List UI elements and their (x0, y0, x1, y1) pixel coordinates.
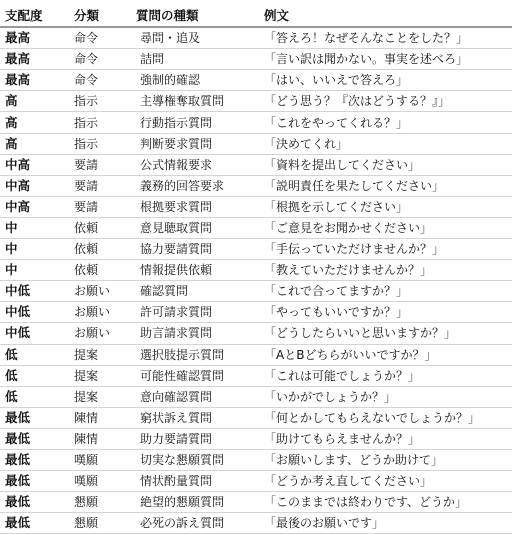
cell-category: 陳情 (69, 407, 131, 428)
cell-question-type: 助力要請質問 (131, 428, 259, 449)
cell-example: 「これは可能でしょうか？」 (259, 365, 512, 386)
cell-question-type: 詰問 (131, 49, 259, 70)
cell-dominance: 最低 (0, 492, 69, 513)
cell-dominance: 最低 (0, 449, 69, 470)
cell-dominance: 中 (0, 217, 69, 238)
cell-question-type: 絶望的懇願質問 (131, 492, 259, 513)
table-row (0, 112, 512, 133)
table-header (0, 6, 512, 27)
table-row (0, 239, 512, 260)
cell-question-type: 意向確認質問 (131, 386, 259, 407)
header-dominance: 支配度 (0, 6, 69, 27)
cell-category: 指示 (69, 133, 131, 154)
table-row (0, 217, 512, 238)
table-row (0, 344, 512, 365)
cell-category: お願い (69, 281, 131, 302)
cell-category: 指示 (69, 112, 131, 133)
cell-example: 「どうか考え直してください」 (259, 471, 512, 492)
cell-example: 「説明責任を果たしてください」 (259, 175, 512, 196)
cell-question-type: 情報提供依頼 (131, 260, 259, 281)
cell-dominance: 中低 (0, 323, 69, 344)
cell-category: 要請 (69, 175, 131, 196)
cell-example: 「答えろ！なぜそんなことをした？」 (259, 27, 512, 49)
cell-dominance: 最高 (0, 70, 69, 91)
cell-category: 懇願 (69, 513, 131, 534)
header-question-type: 質問の種類 (131, 6, 259, 27)
table-row (0, 260, 512, 281)
cell-example: 「はい、いいえで答えろ」 (259, 70, 512, 91)
cell-category: 懇願 (69, 492, 131, 513)
cell-category: 依頼 (69, 260, 131, 281)
cell-category: 依頼 (69, 217, 131, 238)
cell-question-type: 窮状訴え質問 (131, 407, 259, 428)
cell-dominance: 低 (0, 365, 69, 386)
cell-dominance: 中低 (0, 281, 69, 302)
cell-dominance: 最高 (0, 49, 69, 70)
cell-example: 「教えていただけませんか？」 (259, 260, 512, 281)
cell-question-type: 助言請求質問 (131, 323, 259, 344)
cell-question-type: 確認質問 (131, 281, 259, 302)
cell-example: 「これをやってくれる？」 (259, 112, 512, 133)
table-row (0, 175, 512, 196)
cell-question-type: 意見聴取質問 (131, 217, 259, 238)
cell-dominance: 中高 (0, 175, 69, 196)
table-row (0, 428, 512, 449)
cell-example: 「どうしたらいいと思いますか？」 (259, 323, 512, 344)
cell-dominance: 高 (0, 91, 69, 112)
table-row (0, 196, 512, 217)
cell-dominance: 最低 (0, 407, 69, 428)
cell-example: 「どう思う？『次はどうする？』」 (259, 91, 512, 112)
table-row (0, 323, 512, 344)
cell-category: お願い (69, 302, 131, 323)
cell-question-type: 根拠要求質問 (131, 196, 259, 217)
cell-category: 嘆願 (69, 449, 131, 470)
cell-dominance: 中 (0, 260, 69, 281)
cell-question-type: 選択肢提示質問 (131, 344, 259, 365)
cell-question-type: 許可請求質問 (131, 302, 259, 323)
cell-dominance: 低 (0, 344, 69, 365)
header-category: 分類 (69, 6, 131, 27)
cell-question-type: 情状酌量質問 (131, 471, 259, 492)
cell-example: 「AとBどちらがいいですか？」 (259, 344, 512, 365)
cell-example: 「決めてくれ」 (259, 133, 512, 154)
cell-question-type: 判断要求質問 (131, 133, 259, 154)
cell-category: 提案 (69, 365, 131, 386)
cell-question-type: 可能性確認質問 (131, 365, 259, 386)
cell-category: 命令 (69, 27, 131, 49)
cell-category: 命令 (69, 70, 131, 91)
cell-example: 「お願いします、どうか助けて」 (259, 449, 512, 470)
cell-category: 提案 (69, 386, 131, 407)
cell-example: 「やってもいいですか？」 (259, 302, 512, 323)
cell-category: 陳情 (69, 428, 131, 449)
cell-example: 「何とかしてもらえないでしょうか？」 (259, 407, 512, 428)
cell-question-type: 義務的回答要求 (131, 175, 259, 196)
cell-dominance: 高 (0, 133, 69, 154)
table-row (0, 154, 512, 175)
cell-question-type: 強制的確認 (131, 70, 259, 91)
table-row (0, 471, 512, 492)
cell-category: 要請 (69, 196, 131, 217)
cell-dominance: 中 (0, 239, 69, 260)
cell-dominance: 最低 (0, 513, 69, 534)
dominance-question-table (0, 6, 512, 534)
table-row (0, 133, 512, 154)
cell-dominance: 最高 (0, 27, 69, 49)
table-row (0, 49, 512, 70)
cell-example: 「助けてもらえませんか？」 (259, 428, 512, 449)
cell-example: 「手伝っていただけませんか？」 (259, 239, 512, 260)
cell-dominance: 最低 (0, 471, 69, 492)
cell-category: 嘆願 (69, 471, 131, 492)
cell-example: 「最後のお願いです」 (259, 513, 512, 534)
table-row (0, 492, 512, 513)
table-row (0, 70, 512, 91)
header-example: 例文 (259, 6, 512, 27)
table-row (0, 513, 512, 534)
cell-dominance: 中高 (0, 154, 69, 175)
cell-example: 「資料を提出してください」 (259, 154, 512, 175)
cell-example: 「根拠を示してください」 (259, 196, 512, 217)
table-row (0, 91, 512, 112)
cell-question-type: 必死の訴え質問 (131, 513, 259, 534)
cell-dominance: 中高 (0, 196, 69, 217)
header-row (0, 6, 512, 27)
cell-question-type: 切実な懇願質問 (131, 449, 259, 470)
cell-dominance: 低 (0, 386, 69, 407)
table-row (0, 407, 512, 428)
cell-category: 依頼 (69, 239, 131, 260)
cell-category: お願い (69, 323, 131, 344)
cell-dominance: 中低 (0, 302, 69, 323)
cell-question-type: 尋問・追及 (131, 27, 259, 49)
cell-question-type: 公式情報要求 (131, 154, 259, 175)
table-row (0, 302, 512, 323)
cell-example: 「このままでは終わりです、どうか」 (259, 492, 512, 513)
cell-example: 「これで合ってますか？」 (259, 281, 512, 302)
table-row (0, 281, 512, 302)
cell-category: 命令 (69, 49, 131, 70)
cell-example: 「ご意見をお聞かせください」 (259, 217, 512, 238)
table-row (0, 386, 512, 407)
cell-example: 「言い訳は聞かない。事実を述べろ」 (259, 49, 512, 70)
cell-dominance: 高 (0, 112, 69, 133)
cell-question-type: 主導権奪取質問 (131, 91, 259, 112)
table-row (0, 365, 512, 386)
cell-dominance: 最低 (0, 428, 69, 449)
cell-question-type: 協力要請質問 (131, 239, 259, 260)
table-row (0, 449, 512, 470)
cell-category: 提案 (69, 344, 131, 365)
cell-category: 要請 (69, 154, 131, 175)
cell-question-type: 行動指示質問 (131, 112, 259, 133)
cell-category: 指示 (69, 91, 131, 112)
cell-example: 「いかがでしょうか？」 (259, 386, 512, 407)
table-body (0, 27, 512, 534)
table-row (0, 27, 512, 49)
